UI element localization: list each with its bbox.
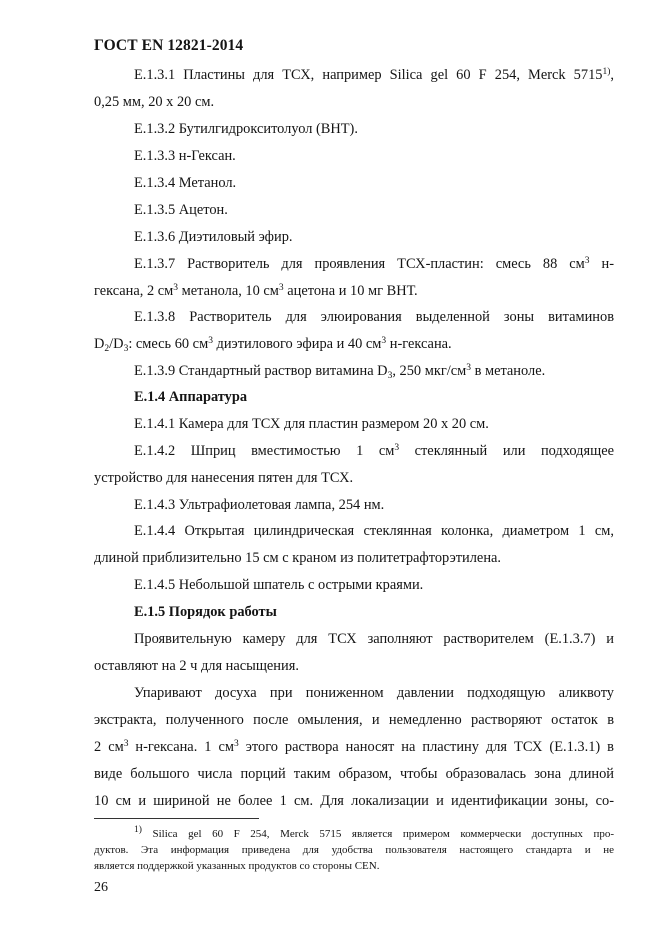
item-e139: Е.1.3.9 Стандартный раствор витамина $D_3$, 250 мкг/$см^3$ в метаноле. [134,363,546,381]
item-e131-line2: 0,25 мм, 20 х 20 см. [94,94,215,110]
item-e137-line2: гексана, 2 $см^3$ метанола, 10 $см^3$ ацетона и 10 мг ВНТ. [94,283,418,299]
footnote-line2: дуктов. Эта информация приведена для удобства пользователя настоящего стандарта и не [94,844,614,856]
item-e133: Е.1.3.3 н-Гексан. [134,148,236,164]
item-e136: Е.1.3.6 Диэтиловый эфир. [134,229,293,245]
footnote-line1: 1) Silica gel 60 F 254, Merck 5715 является примером коммерчески доступных про- [134,825,614,840]
item-e144-line1: Е.1.4.4 Открытая цилиндрическая стеклянная колонка, диаметром 1 см, [134,523,614,539]
paragraph-chamber-line1: Проявительную камеру для ТСХ заполняют растворителем (Е.1.3.7) и [134,631,614,647]
section-heading-e15: Е.1.5 Порядок работы [134,604,277,620]
item-e142-line1: Е.1.4.2 Шприц вместимостью 1 $см^3$ стеклянный или подходящее [134,443,614,459]
item-e141: Е.1.4.1 Камера для ТСХ для пластин размером 20 х 20 см. [134,416,489,432]
item-e131-line1: Е.1.3.1 Пластины для ТСХ, например Silica gel 60 F 254, Merck 5715$^{1)}$, [134,67,614,83]
item-e144-line2: длиной приблизительно 15 см с краном из политетрафторэтилена. [94,550,501,566]
item-e135: Е.1.3.5 Ацетон. [134,202,228,218]
footnote-divider [94,818,259,819]
document-header: ГОСТ EN 12821-2014 [94,37,244,54]
item-e137-line1: Е.1.3.7 Растворитель для проявления ТСХ-пластин: смесь 88 $см^3$ н- [134,256,614,272]
item-e145: Е.1.4.5 Небольшой шпатель с острыми краями. [134,577,424,593]
item-e134: Е.1.3.4 Метанол. [134,175,237,191]
paragraph-evaporate-line1: Упаривают досуха при пониженном давлении подходящую аликвоту [134,685,614,701]
section-heading-e14: Е.1.4 Аппаратура [134,389,248,405]
item-e138-line2: $D_2/D_3$: смесь 60 $см^3$ диэтилового эфира и 40 $см^3$ н-гексана. [94,336,452,354]
paragraph-evaporate-line5: 10 см и шириной не более 1 см. Для локализации и идентификации зоны, со- [94,793,614,809]
paragraph-evaporate-line3: 2 $см^3$ н-гексана. 1 $см^3$ этого раствора наносят на пластину для ТСХ (Е.1.3.1) в [94,739,614,755]
footnote-line3: является поддержкой указанных продуктов со стороны CEN. [94,860,380,872]
item-e138-line1: Е.1.3.8 Растворитель для элюирования выделенной зоны витаминов [134,309,614,325]
item-e143: Е.1.4.3 Ультрафиолетовая лампа, 254 нм. [134,497,385,513]
paragraph-evaporate-line2: экстракта, полученного после омыления, и немедленно растворяют остаток в [94,712,614,728]
paragraph-evaporate-line4: виде большого числа порций таким образом, чтобы образовалась зона длиной [94,766,614,782]
page-number: 26 [94,880,108,895]
item-e142-line2: устройство для нанесения пятен для ТСХ. [94,470,354,486]
paragraph-chamber-line2: оставляют на 2 ч для насыщения. [94,658,299,674]
item-e132: Е.1.3.2 Бутилгидрокситолуол (ВНТ). [134,121,358,137]
